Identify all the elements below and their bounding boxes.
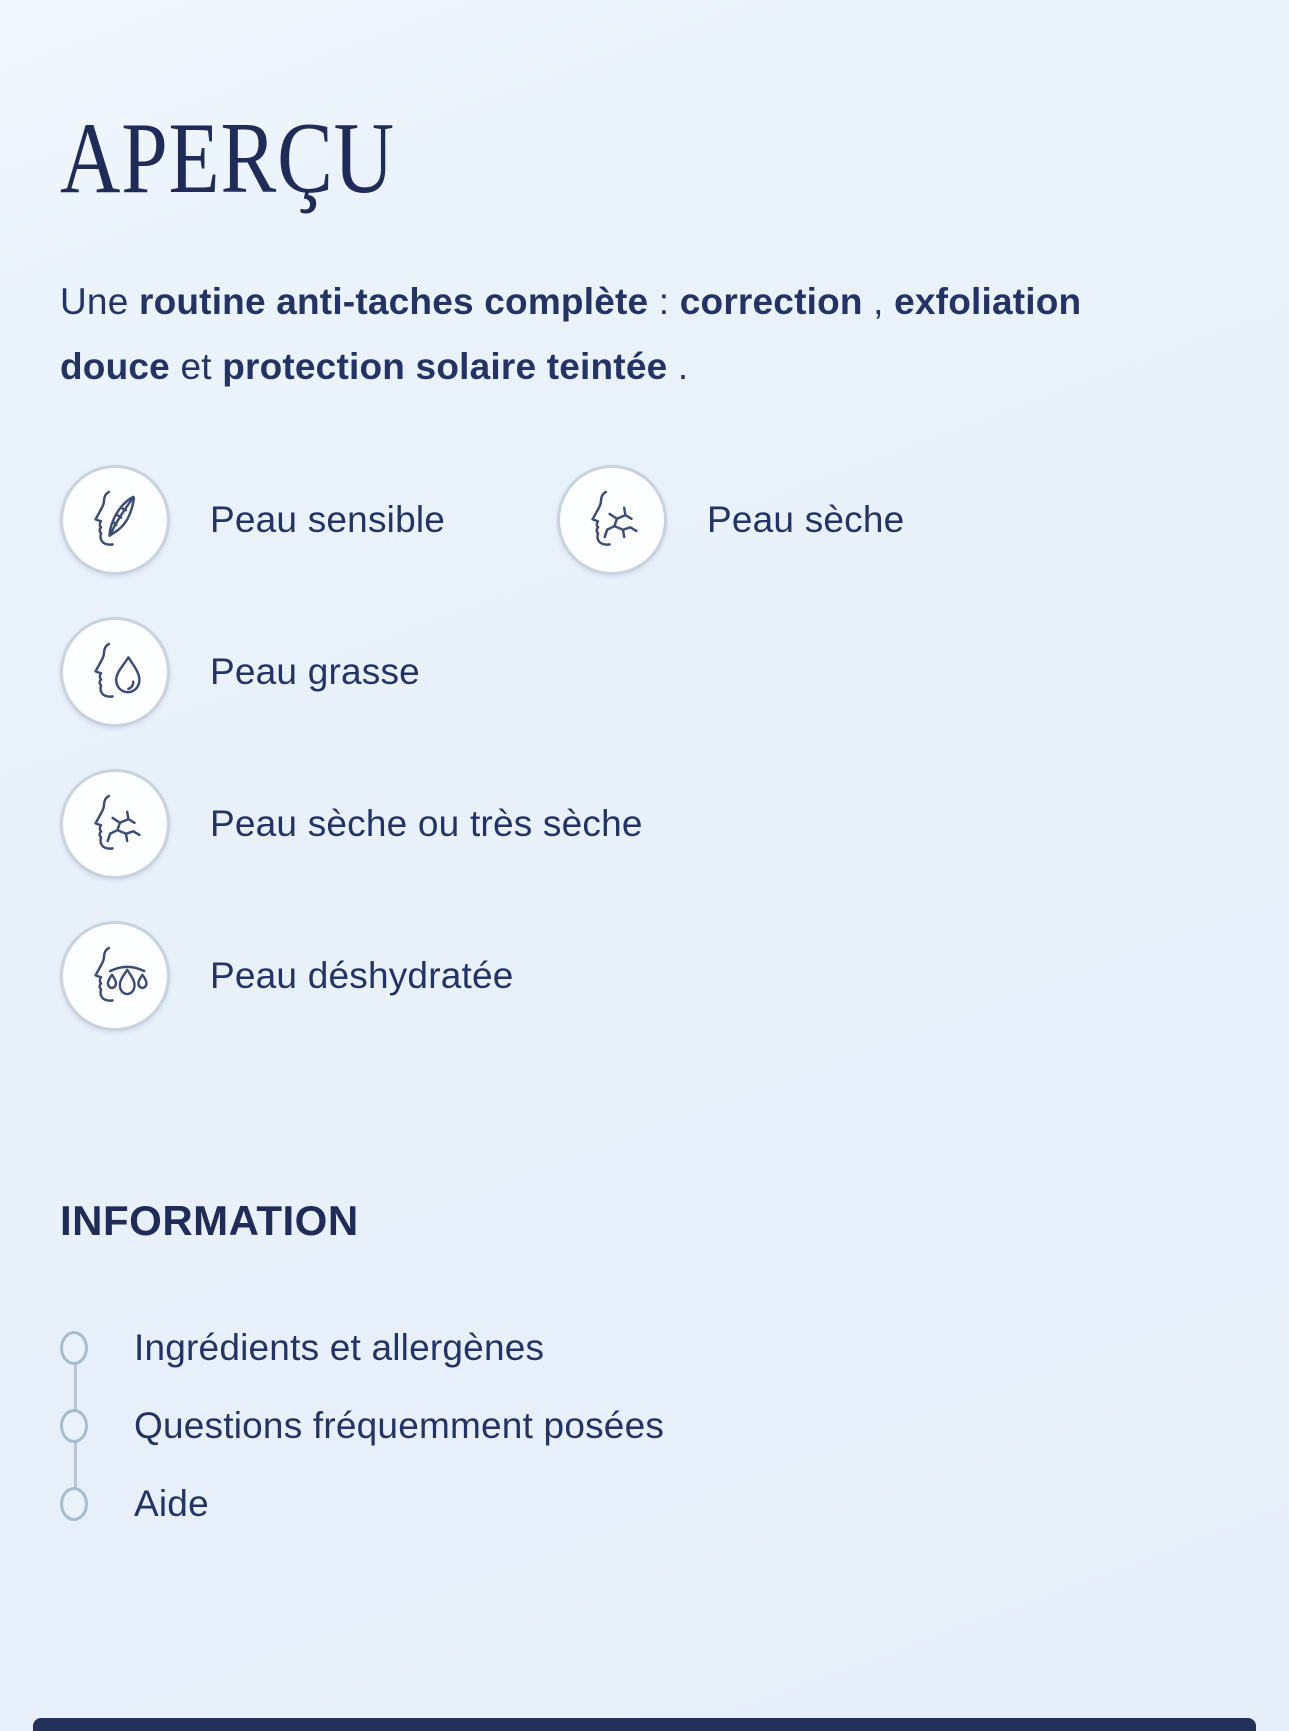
information-heading: INFORMATION [60,1197,359,1245]
circle-bullet-icon [60,1409,88,1443]
intro-paragraph [60,269,1145,399]
next-section-top-edge [33,1718,1256,1731]
skin-type-row [60,465,1229,575]
link-label[interactable]: Ingrédients et allergènes [134,1327,545,1369]
link-questions-frequentes[interactable] [60,1387,1229,1465]
intro-text: , [862,281,895,322]
skin-type-label: Peau sèche [707,499,905,541]
circle-bullet-icon [60,1487,88,1521]
skin-type-row [60,769,1229,879]
circle-bullet-icon [60,1331,88,1365]
skin-type-grid [60,465,1229,1031]
skin-type-peau-seche-tres-seche [60,769,643,879]
intro-text-bold: correction [679,281,863,322]
skin-type-label: Peau déshydratée [210,955,514,997]
link-ingredients-allergenes[interactable] [60,1309,1229,1387]
skin-type-peau-grasse [60,617,557,727]
skin-type-label: Peau sensible [210,499,446,541]
skin-type-label: Peau grasse [210,651,420,693]
skin-type-label: Peau sèche ou très sèche [210,803,643,845]
intro-text: : [648,281,680,322]
skin-type-peau-deshydratee [60,921,514,1031]
skin-type-row [60,921,1229,1031]
intro-text: et [169,346,223,388]
intro-text-bold: exfoliation douce [60,281,1082,388]
section-title: APERÇU [60,102,395,215]
intro-text: . [667,346,689,388]
skin-type-peau-seche [557,465,904,575]
dehydrated-skin-drops-icon [60,921,170,1031]
intro-text: Une [60,281,139,322]
link-label[interactable]: Questions fréquemment posées [134,1405,665,1447]
dry-skin-cracks-icon [60,769,170,879]
intro-text-bold: protection solaire teintée [222,346,668,388]
dry-skin-cracks-icon [557,465,667,575]
intro-text-bold: routine anti-taches complète [138,281,649,322]
link-label[interactable]: Aide [134,1483,209,1525]
link-aide[interactable] [60,1465,1229,1543]
oily-skin-drop-icon [60,617,170,727]
information-links-list [60,1309,1229,1543]
skin-type-peau-sensible [60,465,557,575]
sensitive-skin-feather-icon [60,465,170,575]
skin-type-row [60,617,1229,727]
